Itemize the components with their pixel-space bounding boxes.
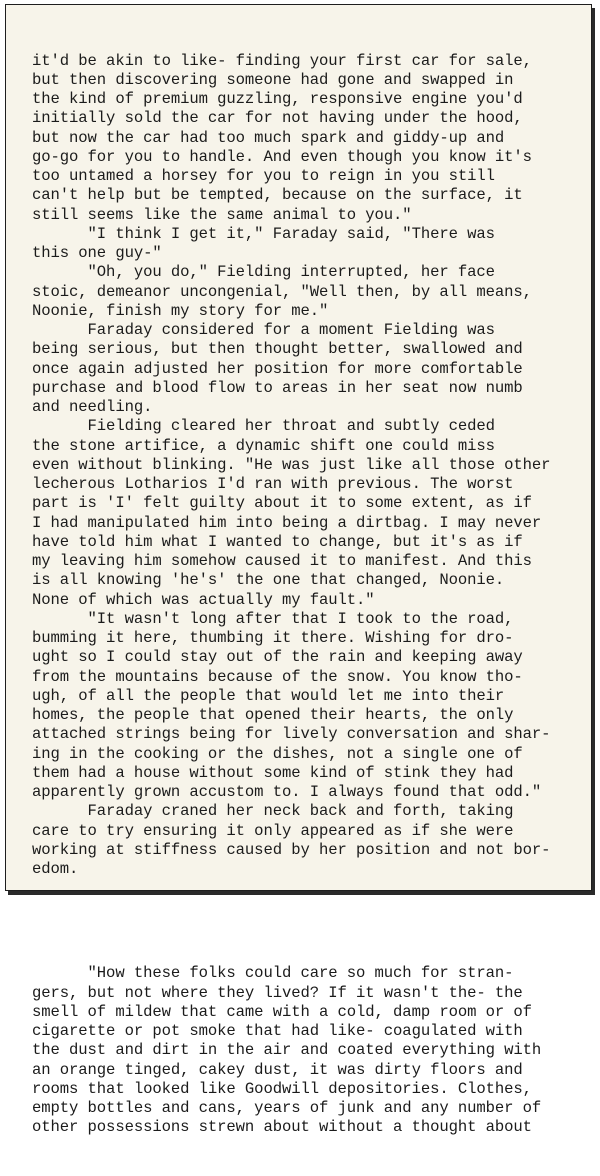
text-line: lecherous Lotharios I'd ran with previous. The worst bbox=[32, 475, 514, 493]
text-line: even without blinking. "He was just like all those other bbox=[32, 455, 551, 474]
text-line: can't help but be tempted, because on the surface, it bbox=[32, 186, 523, 205]
text-line: them had a house without some kind of stink they had bbox=[32, 763, 514, 782]
text-line: other possessions strewn about without a thought about bbox=[32, 1118, 532, 1137]
text-line: rooms that looked like Goodwill depositories. Clothes, bbox=[32, 1079, 532, 1098]
text-line: working at stiffness caused by her position and not bor- bbox=[32, 840, 551, 859]
text-line: homes, the people that opened their hearts, the only bbox=[32, 706, 514, 724]
text-line: but then discovering someone had gone and swapped in bbox=[32, 70, 514, 89]
text-line: I had manipulated him into being a dirtbag. I may never bbox=[32, 513, 542, 532]
text-line: bumming it here, thumbing it there. Wishing for dro- bbox=[32, 629, 514, 647]
text-line: apparently grown accustom to. I always found that odd." bbox=[32, 783, 542, 801]
text-line: edom. bbox=[32, 860, 79, 878]
text-line: Faraday craned her neck back and forth, taking bbox=[32, 802, 514, 821]
text-line: it'd be akin to like- finding your first car for sale, bbox=[32, 51, 532, 70]
page-text bbox=[32, 13, 550, 1176]
text-line: the dust and dirt in the air and coated everything with bbox=[32, 1041, 542, 1060]
text-line: the kind of premium guzzling, responsive engine you'd bbox=[32, 90, 523, 108]
text-line: from the mountains because of the snow. You know tho- bbox=[32, 667, 523, 686]
text-line: "How these folks could care so much for stran- bbox=[32, 964, 514, 983]
text-line: go-go for you to handle. And even though you know it's bbox=[32, 147, 532, 166]
text-line: care to try ensuring it only appeared as if she were bbox=[32, 821, 514, 840]
text-line: Faraday considered for a moment Fielding was bbox=[32, 321, 495, 339]
text-line: once again adjusted her position for more comfortable bbox=[32, 359, 523, 378]
text-line: my leaving him somehow caused it to manifest. And this bbox=[32, 552, 532, 570]
text-line: this one guy-" bbox=[32, 244, 162, 262]
text-block-main bbox=[32, 52, 550, 880]
text-line: None of which was actually my fault." bbox=[32, 590, 375, 609]
text-line: Noonie, finish my story for me." bbox=[32, 301, 329, 320]
text-line: an orange tinged, cakey dust, it was dirty floors and bbox=[32, 1060, 523, 1079]
text-block-continued bbox=[32, 964, 550, 1137]
text-line: "Oh, you do," Fielding interrupted, her face bbox=[32, 263, 495, 282]
text-line: and needling. bbox=[32, 398, 153, 416]
text-line: ugh, of all the people that would let me into their bbox=[32, 686, 505, 705]
text-line: is all knowing 'he's' the one that changed, Noonie. bbox=[32, 571, 505, 590]
text-line: "I think I get it," Faraday said, "There was bbox=[32, 224, 495, 243]
text-line: stoic, demeanor uncongenial, "Well then, by all means, bbox=[32, 282, 532, 301]
text-line: attached strings being for lively conversation and shar- bbox=[32, 725, 551, 744]
text-line: still seems like the same animal to you." bbox=[32, 205, 412, 224]
text-line: Fielding cleared her throat and subtly ceded bbox=[32, 417, 495, 436]
text-line: purchase and blood flow to areas in her seat now numb bbox=[32, 378, 523, 397]
text-line: cigarette or pot smoke that had like- coagulated with bbox=[32, 1022, 523, 1040]
paragraph-gap bbox=[32, 918, 550, 926]
text-line: too untamed a horsey for you to reign in you still bbox=[32, 167, 495, 185]
text-line: smell of mildew that came with a cold, damp room or of bbox=[32, 1002, 532, 1021]
text-line: initially sold the car for not having under the hood, bbox=[32, 109, 523, 128]
text-line: gers, but not where they lived? If it wasn't the- the bbox=[32, 983, 523, 1002]
text-line: have told him what I wanted to change, but it's as if bbox=[32, 532, 523, 551]
text-line: part is 'I' felt guilty about it to some extent, as if bbox=[32, 494, 532, 513]
text-line: but now the car had too much spark and giddy-up and bbox=[32, 128, 505, 147]
text-line: the stone artifice, a dynamic shift one could miss bbox=[32, 436, 495, 455]
text-line: empty bottles and cans, years of junk and any number of bbox=[32, 1099, 542, 1117]
text-line: being serious, but then thought better, swallowed and bbox=[32, 340, 523, 359]
text-line: ught so I could stay out of the rain and keeping away bbox=[32, 648, 523, 667]
typewritten-page bbox=[5, 4, 592, 1137]
text-line: "It wasn't long after that I took to the road, bbox=[32, 609, 514, 628]
text-line: ing in the cooking or the dishes, not a single one of bbox=[32, 744, 523, 763]
